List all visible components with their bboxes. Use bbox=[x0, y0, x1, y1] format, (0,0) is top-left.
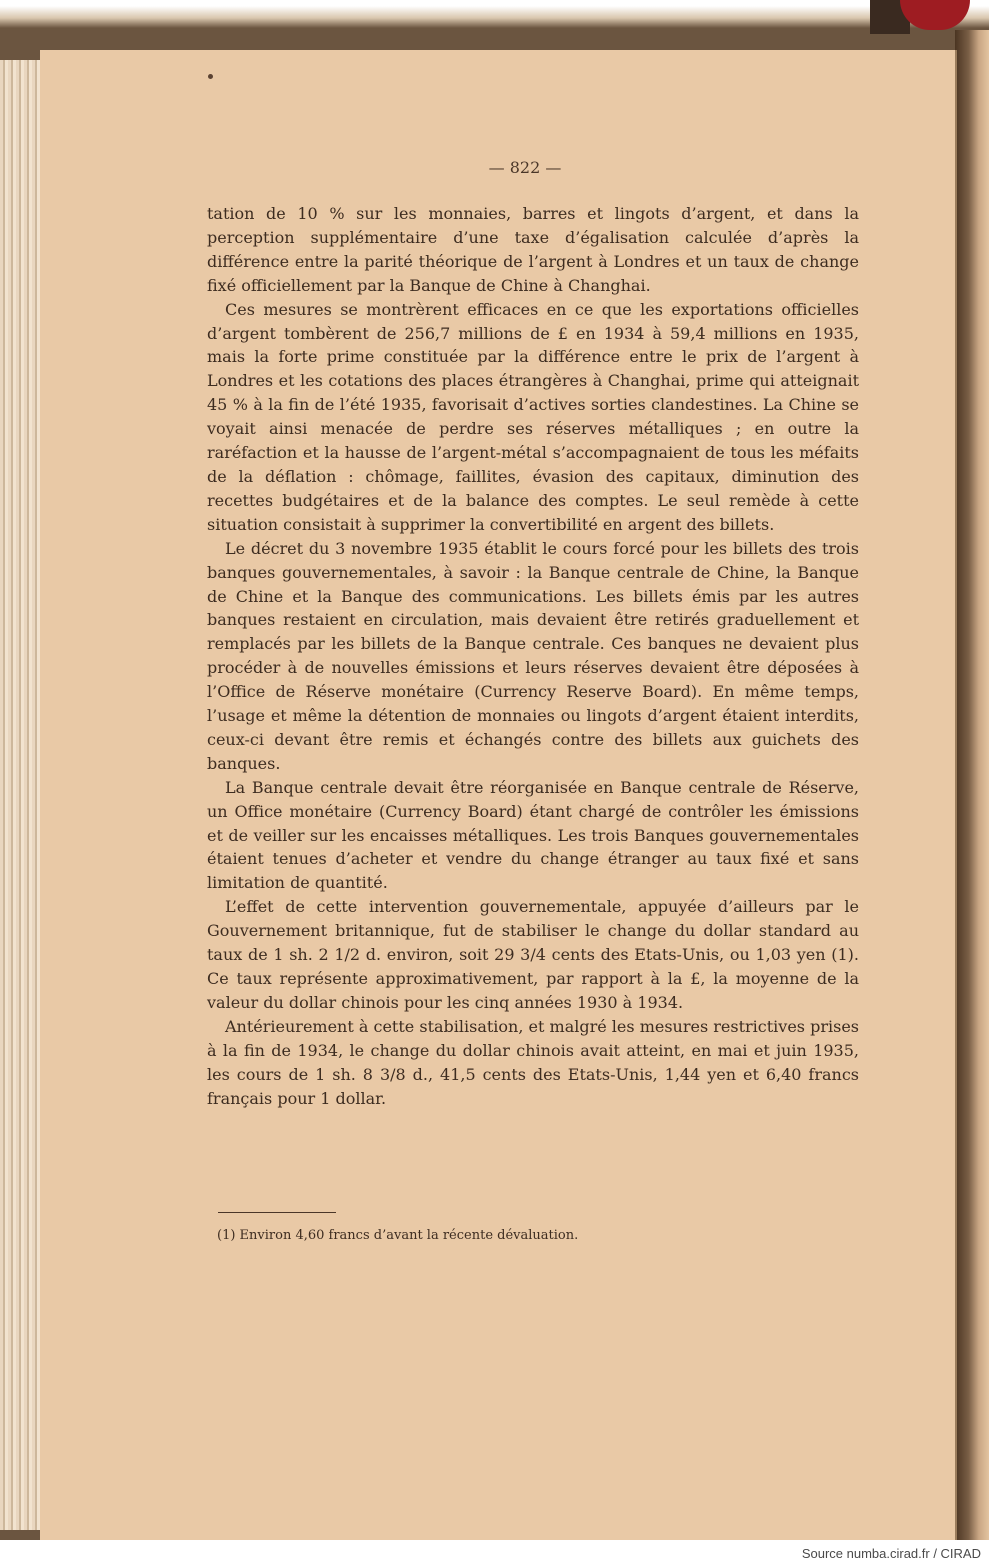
paragraph-2: Ces mesures se montrèrent efficaces en ce que les exportations officielles d’argent tombèrent de 256,7 millions de £ en 1934 à 59,4 millions en 1935, mais la forte prime constituée par la différence entre le prix de l’argent à Londres et les cotations des places étrangères à Changhai, prime qui atteignait 45 % à la fin de l’été 1935, favorisait d’actives sorties clandestines. La Chine se voyait ainsi menacée de perdre ses réserves métalliques ; en outre la raréfaction et la hausse de l’argent-métal s’accompagnaient de tous les méfaits de la déflation : chômage, faillites, évasion des capitaux, diminution des recettes budgétaires et de la balance des comptes. Le seul remède à cette situation consistait à supprimer la convertibilité en argent des billets. bbox=[207, 299, 859, 534]
page-number: — 822 — bbox=[488, 158, 562, 177]
scan-top-edge bbox=[0, 0, 989, 28]
paragraph-5: L’effet de cette intervention gouvernementale, appuyée d’ailleurs par le Gouvernement britannique, fut de stabiliser le change du dollar standard au taux de 1 sh. 2 1/2 d. environ, soit 29 3/4 cents des Etats-Unis, ou 1,03 yen (1). Ce taux représente approximativement, par rapport à la £, la moyenne de la valeur du dollar chinois pour les cinq années 1930 à 1934. bbox=[207, 897, 859, 1012]
paragraph-1: tation de 10 % sur les monnaies, barres et lingots d’argent, et dans la perception supplémentaire d’une taxe d’égalisation calculée d’après la différence entre la parité théorique de l’argent à Londres et un taux de change fixé officiellement par la Banque de Chine à Changhai. bbox=[207, 204, 859, 295]
ink-speck bbox=[208, 74, 213, 79]
paragraph-4: La Banque centrale devait être réorganisée en Banque centrale de Réserve, un Office monétaire (Currency Board) étant chargé de contrôler les émissions et de veiller sur les encaisses métalliques. Les trois Banques gouvernementales étaient tenues d’acheter et vendre du change étranger au taux fixé et sans limitation de quantité. bbox=[207, 777, 859, 893]
paragraph-3: Le décret du 3 novembre 1935 établit le cours forcé pour les billets des trois banques gouvernementales, à savoir : la Banque centrale de Chine, la Banque de Chine et la Banque des communications. Les billets émis par les autres banques restaient en circulation, mais devaient être retirés graduellement et remplacés par les billets de la Banque centrale. Ces banques ne devaient plus procéder à de nouvelles émissions et leurs réserves devaient être déposées à l’Office de Réserve monétaire (Currency Reserve Board). En même temps, l’usage et même la détention de monnaies ou lingots d’argent étaient interdits, ceux-ci devant être remis et échangés contre des billets aux guichets des banques. bbox=[207, 538, 859, 773]
footnote: (1) Environ 4,60 francs d’avant la récente dévaluation. bbox=[217, 1228, 579, 1243]
page-stack-edge bbox=[0, 60, 44, 1530]
footnote-separator bbox=[218, 1212, 336, 1213]
paragraph-6: Antérieurement à cette stabilisation, et malgré les mesures restrictives prises à la fin de 1934, le change du dollar chinois avait atteint, en mai et juin 1935, les cours de 1 sh. 8 3/8 d., 41,5 cents des Etats-Unis, 1,44 yen et 6,40 francs français pour 1 dollar. bbox=[207, 1016, 859, 1108]
body-text bbox=[207, 202, 859, 1110]
source-credit: Source numba.cirad.fr / CIRAD bbox=[801, 1546, 981, 1561]
book-gutter bbox=[955, 30, 989, 1540]
